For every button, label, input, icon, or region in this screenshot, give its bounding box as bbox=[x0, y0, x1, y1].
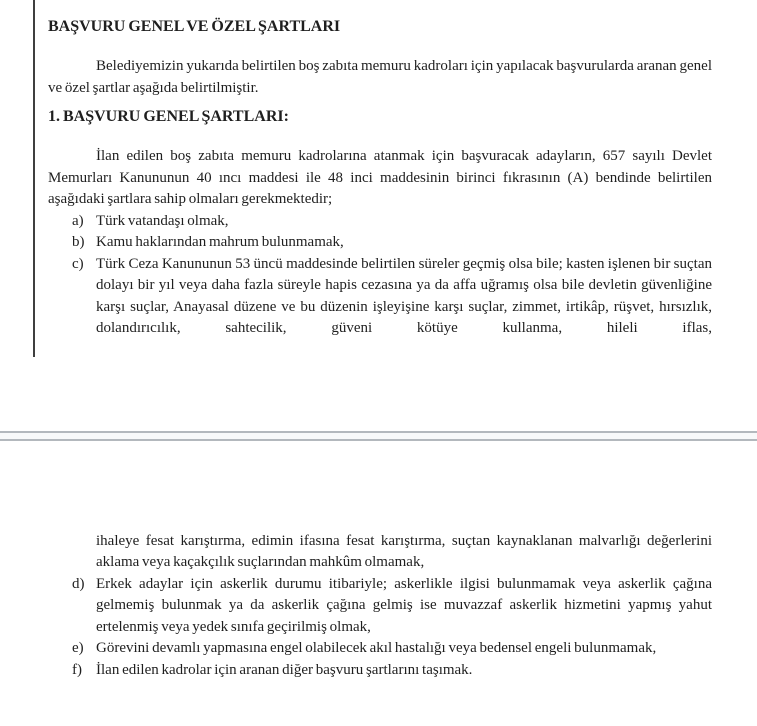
list-item-b bbox=[48, 232, 712, 254]
page-1-bottom-margin bbox=[0, 340, 757, 431]
page-2-content bbox=[0, 531, 757, 682]
list-item-c-text: Türk Ceza Kanununun 53 üncü maddesinde belirtilen süreler geçmiş olsa bile; kasten işlenen bir suçtan dolayı bir yıl veya daha fazla süreyle hapis cezasına ya da affa uğramış olsa bile devletin güvenliğine karşı suçlar, Anayasal düzene ve bu düzenin işleyişine karşı suçlar, zimmet, irtikâp, rüşvet, hırsızlık, dolandırıcılık, sahtecilik, güveni kötüye kullanma, hileli iflas, bbox=[96, 255, 712, 336]
list-marker-a: a) bbox=[72, 212, 84, 229]
list-marker-e: e) bbox=[72, 640, 84, 656]
document-title: BAŞVURU GENEL VE ÖZEL ŞARTLARI bbox=[48, 18, 341, 35]
list-item-f-text: İlan edilen kadrolar için aranan diğer başvuru şartlarını taşımak. bbox=[96, 661, 473, 678]
intro-paragraph: Belediyemizin yukarıda belirtilen boş zabıta memuru kadroları için yapılacak başvurularda aranan genel ve özel şartlar aşağıda belirtilmiştir. bbox=[48, 58, 712, 96]
requirements-list-page-1 bbox=[48, 211, 712, 340]
page-2-top-margin bbox=[0, 441, 757, 531]
list-marker-c: c) bbox=[72, 255, 84, 272]
list-item-a bbox=[48, 211, 712, 233]
list-item-f bbox=[48, 660, 712, 682]
list-marker-d: d) bbox=[72, 575, 85, 592]
list-item-b-text: Kamu haklarından mahrum bulunmamak, bbox=[96, 234, 344, 250]
list-item-d bbox=[48, 574, 712, 639]
list-item-d-text: Erkek adaylar için askerlik durumu itibariyle; askerlikle ilgisi bulunmamak veya askerlik çağına gelmemiş bulunmak ya da askerlik çağına gelmiş ise muvazzaf askerlik hizmetini yapmış yahut ertelenmiş veya yedek sınıfa geçirilmiş olmak, bbox=[96, 575, 712, 635]
left-edge-artifact-line bbox=[33, 0, 35, 357]
list-item-c bbox=[48, 254, 712, 340]
page-break-separator bbox=[0, 431, 757, 441]
requirements-list-page-2 bbox=[48, 574, 712, 682]
section-1-lead-paragraph: İlan edilen boş zabıta memuru kadrolarına atanmak için başvuracak adayların, 657 sayılı Devlet Memurları Kanununun 40 ıncı maddesi ile 48 inci maddesinin birinci fıkrasının (A) bendinde belirtilen aşağıdaki şartlara sahip olmaları gerekmektedir; bbox=[48, 148, 712, 207]
list-marker-f: f) bbox=[72, 661, 82, 678]
list-marker-b: b) bbox=[72, 234, 85, 250]
page-1-content bbox=[0, 16, 757, 340]
list-item-e bbox=[48, 638, 712, 660]
section-1-heading: 1. BAŞVURU GENEL ŞARTLARI: bbox=[48, 108, 289, 125]
list-item-c-continuation: ihaleye fesat karıştırma, edimin ifasına fesat karıştırma, suçtan kaynaklanan malvarlığı değerlerini aklama veya kaçakçılık suçlarından mahkûm olmamak, bbox=[96, 532, 712, 570]
list-item-e-text: Görevini devamlı yapmasına engel olabilecek akıl hastalığı veya bedensel engeli bulunmamak, bbox=[96, 640, 657, 656]
list-item-a-text: Türk vatandaşı olmak, bbox=[96, 212, 229, 229]
